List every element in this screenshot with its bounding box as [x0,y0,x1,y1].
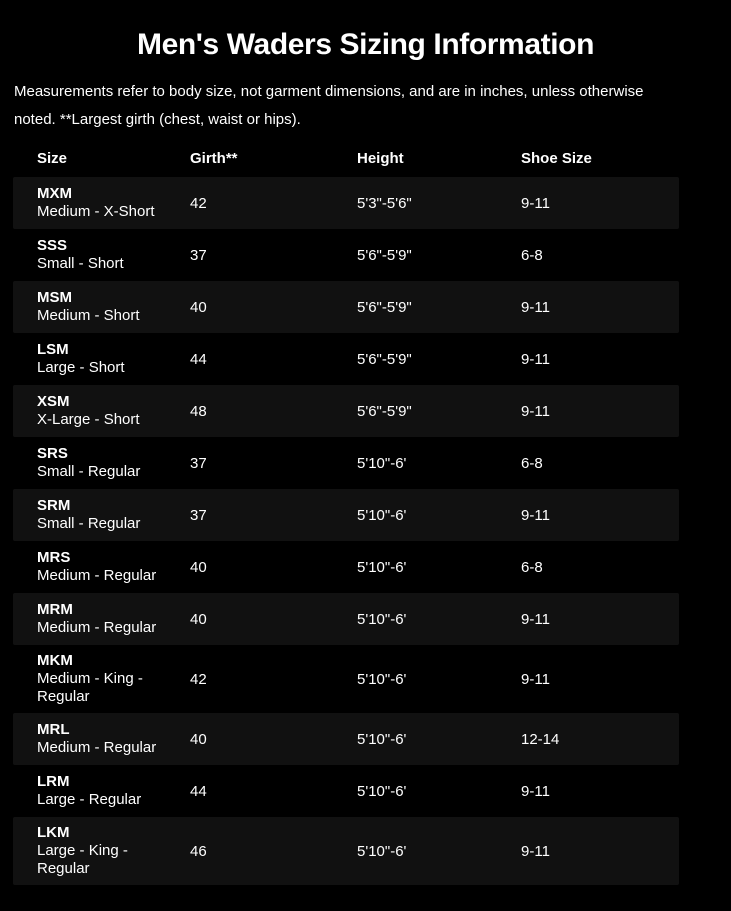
girth-cell: 37 [190,246,207,264]
shoe-size-cell: 6-8 [521,454,543,472]
shoe-size-cell: 9-11 [521,194,550,212]
height-cell: 5'10"-6' [357,558,407,576]
size-cell [37,652,190,706]
shoe-size-cell: 9-11 [521,842,550,860]
table-row [13,489,679,541]
size-name: Large - Regular [37,791,142,808]
girth-cell: 44 [190,782,207,800]
height-cell: 5'10"-6' [357,670,407,688]
girth-cell: 37 [190,454,207,472]
size-code: XSM [37,393,70,410]
girth-cell: 40 [190,730,207,748]
size-cell [37,289,190,325]
size-cell [37,549,190,585]
height-cell: 5'6"-5'9" [357,298,412,316]
girth-cell: 42 [190,670,207,688]
shoe-size-cell: 6-8 [521,246,543,264]
size-code: MRS [37,549,71,566]
girth-cell: 40 [190,298,207,316]
size-name: Medium - Regular [37,619,157,636]
height-cell: 5'10"-6' [357,730,407,748]
size-name: Small - Regular [37,463,141,480]
size-cell [37,341,190,377]
table-row [13,593,679,645]
height-cell: 5'10"-6' [357,610,407,628]
shoe-size-cell: 9-11 [521,610,550,628]
size-cell [37,601,190,637]
height-cell: 5'3"-5'6" [357,194,412,212]
size-cell [37,445,190,481]
size-code: SRS [37,445,68,462]
size-cell [37,185,190,221]
size-code: MXM [37,185,72,202]
size-name: Small - Short [37,255,124,272]
shoe-size-cell: 9-11 [521,350,550,368]
height-cell: 5'10"-6' [357,842,407,860]
shoe-size-cell: 12-14 [521,730,560,748]
size-code: SRM [37,497,71,514]
size-name: X-Large - Short [37,411,140,428]
girth-cell: 44 [190,350,207,368]
table-header-row [13,140,679,177]
height-cell: 5'6"-5'9" [357,402,412,420]
size-code: LRM [37,773,70,790]
size-code: MSM [37,289,72,306]
sizing-page [0,28,731,885]
height-cell: 5'10"-6' [357,506,407,524]
table-row [13,281,679,333]
table-row [13,177,679,229]
size-name: Small - Regular [37,515,141,532]
height-cell: 5'10"-6' [357,454,407,472]
shoe-size-cell: 9-11 [521,298,550,316]
height-cell: 5'6"-5'9" [357,246,412,264]
size-name: Large - King - Regular [37,842,128,877]
shoe-size-cell: 9-11 [521,782,550,800]
size-cell [37,773,190,809]
girth-cell: 40 [190,610,207,628]
column-header-height: Height [357,150,404,167]
size-cell [37,721,190,757]
size-cell [37,824,190,878]
size-code: LSM [37,341,69,358]
girth-cell: 40 [190,558,207,576]
table-row [13,333,679,385]
size-name: Medium - Regular [37,567,157,584]
size-name: Medium - King - Regular [37,670,143,705]
girth-cell: 48 [190,402,207,420]
shoe-size-cell: 9-11 [521,670,550,688]
height-cell: 5'6"-5'9" [357,350,412,368]
table-row [13,437,679,489]
table-row [13,229,679,281]
table-row [13,765,679,817]
shoe-size-cell: 9-11 [521,506,550,524]
girth-cell: 42 [190,194,207,212]
size-cell [37,497,190,533]
girth-cell: 46 [190,842,207,860]
column-header-size: Size [37,150,68,167]
page-title: Men's Waders Sizing Information [137,28,594,61]
shoe-size-cell: 6-8 [521,558,543,576]
girth-cell: 37 [190,506,207,524]
table-row [13,385,679,437]
column-header-shoe-size: Shoe Size [521,150,592,167]
size-code: MRL [37,721,70,738]
size-name: Large - Short [37,359,125,376]
size-name: Medium - Regular [37,739,157,756]
size-cell [37,237,190,273]
size-code: SSS [37,237,68,254]
page-description: Measurements refer to body size, not garment dimensions, and are in inches, unless otherwise noted. **Largest girth (chest, waist or hips). [14,83,644,128]
column-header-girth: Girth** [190,150,238,167]
table-row [13,817,679,885]
size-code: LKM [37,824,70,841]
table-row [13,541,679,593]
table-body [13,177,679,885]
shoe-size-cell: 9-11 [521,402,550,420]
height-cell: 5'10"-6' [357,782,407,800]
size-cell [37,393,190,429]
size-code: MRM [37,601,73,618]
size-code: MKM [37,652,73,669]
size-name: Medium - Short [37,307,140,324]
table-row [13,645,679,713]
sizing-table [13,140,679,885]
table-row [13,713,679,765]
size-name: Medium - X-Short [37,203,155,220]
